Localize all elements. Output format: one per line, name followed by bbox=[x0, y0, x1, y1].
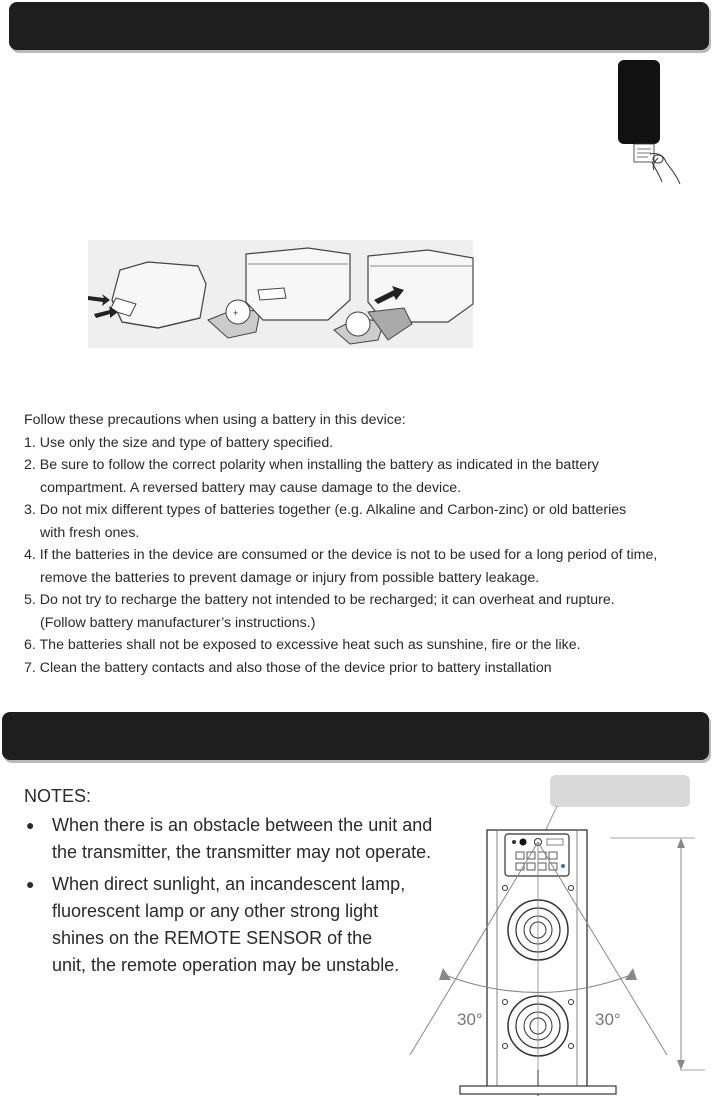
note-line: When there is an obstacle between the unit and bbox=[52, 815, 433, 835]
remote-pull-tab-illustration bbox=[608, 58, 688, 193]
precautions-intro: Follow these precautions when using a battery in this device: bbox=[24, 412, 406, 428]
speaker-base bbox=[460, 1086, 616, 1094]
note-line: the transmitter, the transmitter may not operate. bbox=[52, 842, 432, 862]
battery-precautions bbox=[24, 409, 704, 679]
section-header-bar-remote-range bbox=[2, 712, 709, 760]
precaution-3-cont: with fresh ones. bbox=[40, 524, 140, 541]
note-line: When direct sunlight, an incandescent lamp, bbox=[52, 874, 406, 894]
notes-title: NOTES: bbox=[24, 786, 92, 806]
angle-label-right: 30° bbox=[595, 1010, 621, 1029]
note-line: fluorescent lamp or any other strong light bbox=[52, 901, 379, 921]
precaution-4-cont: remove the batteries to prevent damage or injury from possible battery leakage. bbox=[40, 569, 540, 586]
precaution-5-cont: (Follow battery manufacturer’s instructions.) bbox=[40, 614, 316, 631]
remote-sensor-range-diagram bbox=[405, 770, 715, 1096]
precaution-3: 3. Do not mix different types of batteries together (e.g. Alkaline and Carbon-zinc) or old batteries bbox=[24, 502, 627, 518]
note-line: unit, the remote operation may be unstable. bbox=[52, 955, 400, 975]
precaution-4: 4. If the batteries in the device are consumed or the device is not to be used for a long period of time, bbox=[24, 547, 658, 563]
precaution-2: 2. Be sure to follow the correct polarity when installing the battery as indicated in the battery bbox=[24, 457, 599, 473]
precaution-5: 5. Do not try to recharge the battery not intended to be recharged; it can overheat and rupture. bbox=[24, 592, 615, 608]
precaution-6: 6. The batteries shall not be exposed to excessive heat such as sunshine, fire or the like. bbox=[24, 637, 581, 653]
battery-replacement-illustration bbox=[88, 240, 473, 348]
note-line: shines on the REMOTE SENSOR of the bbox=[52, 928, 373, 948]
remote-sensor-callout bbox=[550, 775, 690, 807]
precaution-7: 7. Clean the battery contacts and also those of the device prior to battery installation bbox=[24, 659, 552, 676]
precaution-1: 1. Use only the size and type of battery specified. bbox=[24, 434, 334, 451]
angle-label-left: 30° bbox=[457, 1010, 483, 1029]
bullet-icon: ● bbox=[26, 817, 35, 833]
section-header-bar-battery bbox=[9, 2, 709, 50]
bullet-icon: ● bbox=[26, 876, 35, 892]
precaution-2-cont: compartment. A reversed battery may cause damage to the device. bbox=[40, 479, 462, 496]
svg-text:+: + bbox=[233, 308, 239, 318]
